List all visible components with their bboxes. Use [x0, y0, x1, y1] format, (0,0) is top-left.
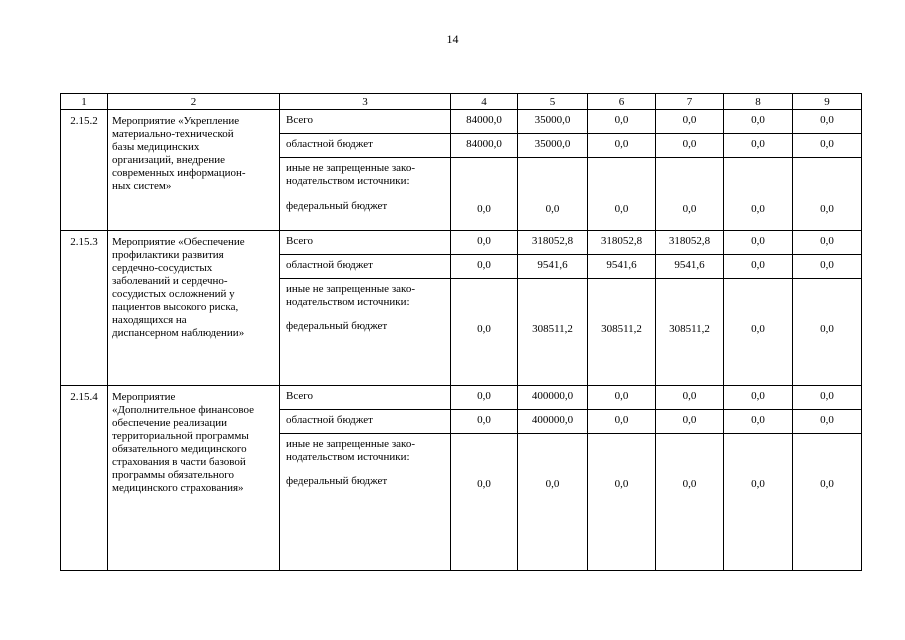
budget-table [60, 93, 862, 571]
federal-value: 0,0 [451, 434, 518, 571]
regional-value: 9541,6 [656, 255, 724, 279]
description-line: современных информацион- [112, 167, 246, 179]
regional-value: 0,0 [724, 410, 793, 434]
description-line: Мероприятие «Обеспечение [112, 236, 245, 248]
column-header: 2 [108, 94, 280, 110]
other-sources-line: иные не запрещенные зако- [286, 162, 415, 174]
regional-value: 0,0 [656, 134, 724, 158]
total-value: 0,0 [451, 231, 518, 255]
total-value: 0,0 [588, 386, 656, 410]
federal-value: 0,0 [724, 158, 793, 231]
total-value: 0,0 [451, 386, 518, 410]
column-header: 5 [518, 94, 588, 110]
total-value: 84000,0 [451, 110, 518, 134]
regional-value: 0,0 [588, 410, 656, 434]
regional-value: 0,0 [793, 134, 862, 158]
description-line: пациентов высокого риска, [112, 301, 239, 313]
column-header: 4 [451, 94, 518, 110]
source-total-label: Всего [280, 231, 451, 255]
column-header: 7 [656, 94, 724, 110]
description-line: «Дополнительное финансовое [112, 404, 255, 416]
total-value: 318052,8 [518, 231, 588, 255]
other-sources-line: нодательством источники: [286, 175, 410, 187]
header-row [61, 94, 862, 110]
description-line: медицинского страхования» [112, 482, 244, 494]
federal-value: 0,0 [518, 434, 588, 571]
column-header: 6 [588, 94, 656, 110]
measure-code: 2.15.4 [61, 386, 108, 571]
regional-value: 35000,0 [518, 134, 588, 158]
source-regional-label: областной бюджет [280, 255, 451, 279]
federal-value: 0,0 [724, 434, 793, 571]
measure-description [108, 110, 280, 231]
regional-value: 0,0 [724, 255, 793, 279]
regional-value: 0,0 [588, 134, 656, 158]
regional-value: 9541,6 [588, 255, 656, 279]
federal-value: 0,0 [518, 158, 588, 231]
total-value: 0,0 [793, 231, 862, 255]
description-line: Мероприятие [112, 391, 176, 403]
description-line: Мероприятие «Укрепление [112, 115, 240, 127]
federal-value: 0,0 [451, 279, 518, 386]
other-sources-line: иные не запрещенные зако- [286, 438, 415, 450]
federal-value: 0,0 [656, 434, 724, 571]
regional-value: 0,0 [793, 410, 862, 434]
total-value: 0,0 [724, 386, 793, 410]
total-value: 0,0 [724, 110, 793, 134]
other-sources-line: нодательством источники: [286, 296, 410, 308]
regional-value: 9541,6 [518, 255, 588, 279]
federal-value: 0,0 [793, 279, 862, 386]
description-line: ных систем» [112, 180, 172, 192]
source-other-cell [280, 279, 451, 386]
source-federal-label: федеральный бюджет [286, 200, 388, 212]
source-federal-label: федеральный бюджет [286, 320, 388, 332]
column-header: 8 [724, 94, 793, 110]
total-value: 318052,8 [656, 231, 724, 255]
source-federal-label: федеральный бюджет [286, 475, 388, 487]
regional-value: 0,0 [451, 255, 518, 279]
total-value: 0,0 [656, 386, 724, 410]
measure-description [108, 231, 280, 386]
federal-value: 308511,2 [518, 279, 588, 386]
source-regional-label: областной бюджет [280, 134, 451, 158]
description-line: профилактики развития [112, 249, 224, 261]
description-line: обеспечение реализации [112, 417, 228, 429]
regional-value: 0,0 [451, 410, 518, 434]
federal-value: 0,0 [724, 279, 793, 386]
page-number: 14 [446, 32, 459, 46]
federal-value: 0,0 [588, 434, 656, 571]
other-sources-line: нодательством источники: [286, 451, 410, 463]
other-sources-line: иные не запрещенные зако- [286, 283, 415, 295]
total-value: 0,0 [793, 386, 862, 410]
description-line: территориальной программы [112, 430, 249, 442]
description-line: организаций, внедрение [112, 154, 226, 166]
federal-value: 308511,2 [656, 279, 724, 386]
federal-value: 0,0 [793, 434, 862, 571]
description-line: сердечно-сосудистых [112, 262, 213, 274]
description-line: сосудистых осложнений у [112, 288, 235, 300]
table-row [61, 386, 862, 410]
description-line: заболеваний и сердечно- [112, 275, 228, 287]
description-line: находящихся на [112, 314, 187, 326]
total-value: 35000,0 [518, 110, 588, 134]
measure-code: 2.15.3 [61, 231, 108, 386]
regional-value: 400000,0 [518, 410, 588, 434]
regional-value: 84000,0 [451, 134, 518, 158]
source-total-label: Всего [280, 386, 451, 410]
column-header: 1 [61, 94, 108, 110]
federal-value: 0,0 [451, 158, 518, 231]
description-line: базы медицинских [112, 141, 200, 153]
federal-value: 308511,2 [588, 279, 656, 386]
regional-value: 0,0 [656, 410, 724, 434]
column-header: 3 [280, 94, 451, 110]
total-value: 0,0 [588, 110, 656, 134]
federal-value: 0,0 [588, 158, 656, 231]
description-line: обязательного медицинского [112, 443, 247, 455]
federal-value: 0,0 [656, 158, 724, 231]
total-value: 400000,0 [518, 386, 588, 410]
federal-value: 0,0 [793, 158, 862, 231]
description-line: материально-технической [112, 128, 234, 140]
total-value: 0,0 [656, 110, 724, 134]
total-value: 318052,8 [588, 231, 656, 255]
source-other-cell [280, 434, 451, 571]
source-regional-label: областной бюджет [280, 410, 451, 434]
total-value: 0,0 [724, 231, 793, 255]
description-line: диспансерном наблюдении» [112, 327, 245, 339]
source-total-label: Всего [280, 110, 451, 134]
table-row [61, 231, 862, 255]
regional-value: 0,0 [793, 255, 862, 279]
regional-value: 0,0 [724, 134, 793, 158]
description-line: страхования в части базовой [112, 456, 246, 468]
measure-description [108, 386, 280, 571]
description-line: программы обязательного [112, 469, 234, 481]
source-other-cell [280, 158, 451, 231]
column-header: 9 [793, 94, 862, 110]
measure-code: 2.15.2 [61, 110, 108, 231]
table-row [61, 110, 862, 134]
total-value: 0,0 [793, 110, 862, 134]
